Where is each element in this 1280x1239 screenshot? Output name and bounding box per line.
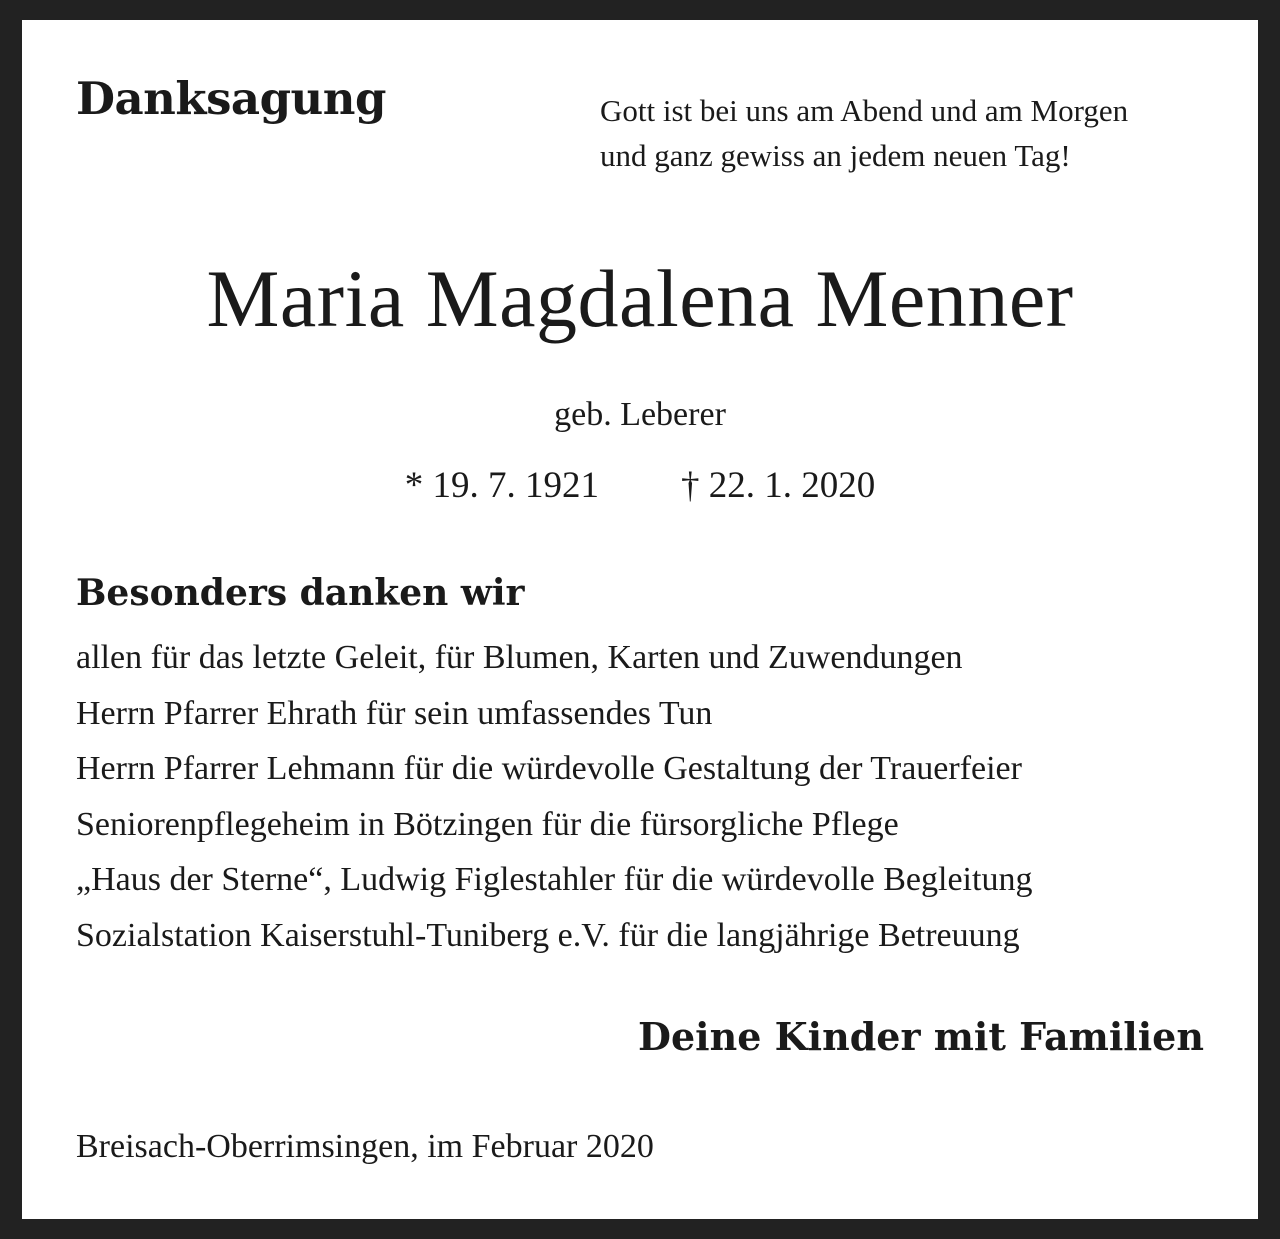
thanks-line: Herrn Pfarrer Ehrath für sein umfassendes Tun	[76, 694, 713, 732]
notice-heading: Danksagung	[76, 72, 386, 125]
thanks-list	[76, 630, 1032, 963]
place-date: Breisach-Oberrimsingen, im Februar 2020	[76, 1128, 654, 1165]
motto-line: Gott ist bei uns am Abend und am Morgen	[600, 93, 1129, 128]
deceased-name: Maria Magdalena Menner	[206, 253, 1074, 344]
thanks-heading: Besonders danken wir	[76, 572, 525, 614]
thanks-line: Herrn Pfarrer Lehmann für die würdevolle Gestaltung der Trauerfeier	[76, 750, 1022, 787]
life-dates	[22, 464, 1258, 507]
maiden-name: geb. Leberer	[554, 396, 726, 433]
death-date: † 22. 1. 2020	[681, 465, 876, 506]
motto-quote	[600, 88, 1240, 178]
obituary-notice	[22, 20, 1258, 1219]
thanks-line: Seniorenpflegeheim in Bötzingen für die fürsorgliche Pflege	[76, 805, 899, 843]
signature: Deine Kinder mit Familien	[638, 1014, 1204, 1059]
birth-date: * 19. 7. 1921	[404, 465, 599, 506]
thanks-line: „Haus der Sterne“, Ludwig Figlestahler für die würdevolle Begleitung	[76, 861, 1033, 898]
motto-line: und ganz gewiss an jedem neuen Tag!	[600, 138, 1071, 173]
thanks-line: Sozialstation Kaiserstuhl-Tuniberg e.V. für die langjährige Betreuung	[76, 916, 1020, 954]
thanks-line: allen für das letzte Geleit, für Blumen, Karten und Zuwendungen	[76, 639, 963, 676]
